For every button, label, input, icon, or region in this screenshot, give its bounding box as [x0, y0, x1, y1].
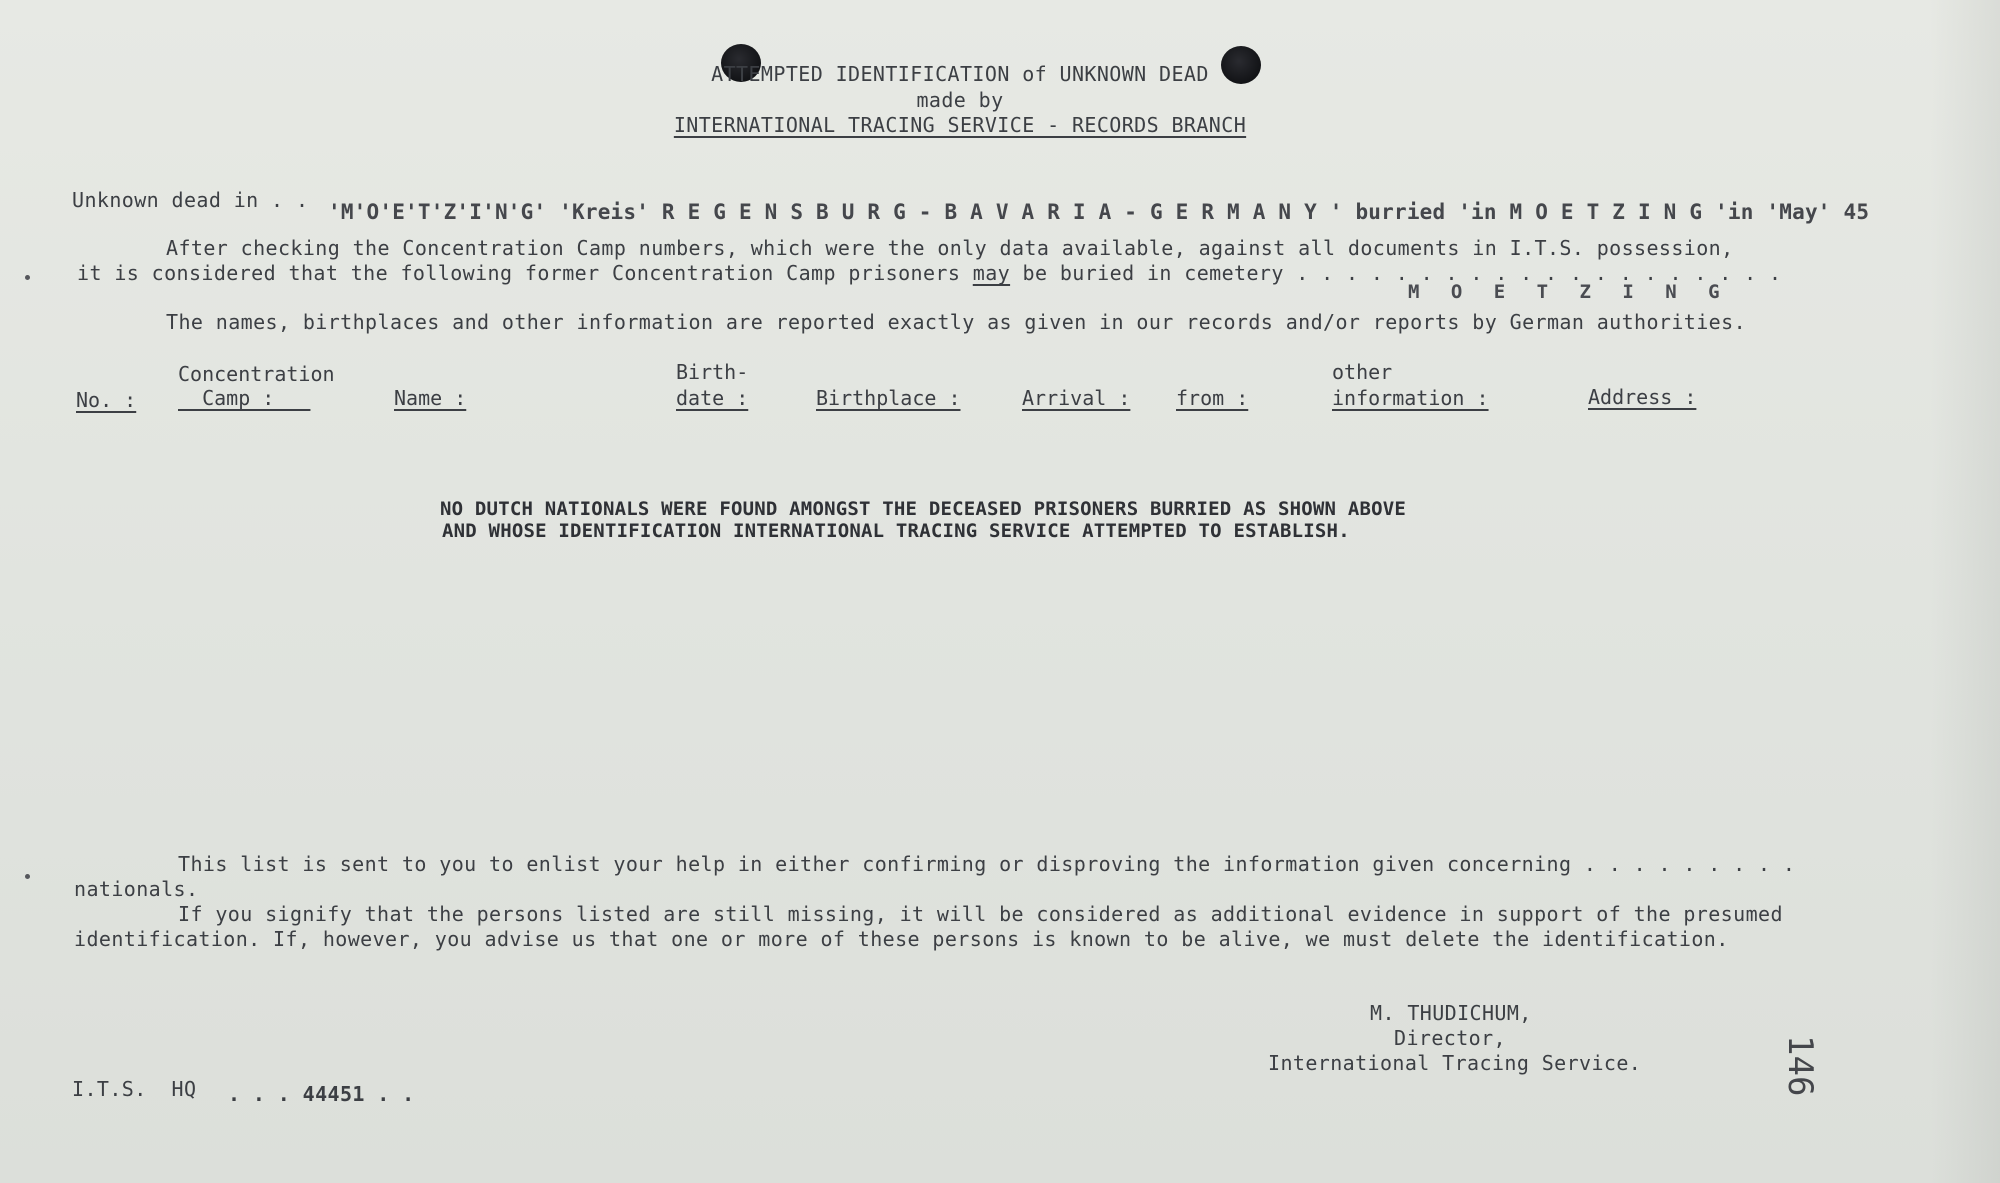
signatory-name: M. THUDICHUM, [1370, 1001, 1532, 1025]
evidence-paragraph-line-2: identification. If, however, you advise us that one or more of these persons is known to be alive, we must delete the identification. [74, 927, 1729, 951]
checking-line-2-start: it is considered that the following former Concentration Camp prisoners [77, 261, 973, 285]
margin-mark [25, 275, 30, 280]
column-header-arrival: Arrival : [1022, 386, 1131, 410]
signatory-title: Director, [1394, 1026, 1506, 1050]
column-header-other-top: other [1332, 360, 1393, 384]
unknown-dead-label: Unknown dead in . . [72, 188, 309, 212]
notice-line-1: NO DUTCH NATIONALS WERE FOUND AMONGST THE DECEASED PRISONERS BURRIED AS SHOWN ABOVE [440, 498, 1407, 520]
cemetery-name: M O E T Z I N G [1408, 281, 1730, 303]
column-header-camp: Camp : [178, 386, 311, 410]
reference-number: . . . 44451 . . [228, 1082, 415, 1106]
page-number: 146 [1780, 1035, 1820, 1097]
column-header-no: No. : [76, 388, 137, 412]
column-header-birthdate: date : [676, 386, 749, 410]
column-header-birthdate-top: Birth- [676, 360, 749, 384]
help-paragraph-line-2: nationals. [74, 877, 199, 901]
paper-edge [1930, 0, 2000, 1183]
column-header-from: from : [1176, 386, 1249, 410]
names-disclaimer: The names, birthplaces and other information are reported exactly as given in our records and/or reports by German authorities. [166, 310, 1747, 334]
column-header-birthplace: Birthplace : [816, 386, 961, 410]
burial-location: 'M'O'E'T'Z'I'N'G' 'Kreis' R E G E N S B U R G - B A V A R I A - G E R M A N Y ' burried 'in M O E T Z I N G 'in 'May' 45 [328, 200, 1870, 224]
notice-line-2: AND WHOSE IDENTIFICATION INTERNATIONAL TRACING SERVICE ATTEMPTED TO ESTABLISH. [442, 520, 1350, 542]
organization-heading: INTERNATIONAL TRACING SERVICE - RECORDS BRANCH [673, 113, 1247, 137]
reference-label: I.T.S. HQ [72, 1077, 197, 1101]
checking-line-1: After checking the Concentration Camp numbers, which were the only data available, against all documents in I.T.S. possession, [166, 236, 1734, 260]
help-paragraph-line-1: This list is sent to you to enlist your help in either confirming or disproving the information given concerning . . . . . . . . . [178, 852, 1796, 876]
signatory-organization: International Tracing Service. [1268, 1051, 1642, 1075]
margin-mark [25, 874, 30, 879]
column-header-name: Name : [394, 386, 467, 410]
may-emphasis: may [972, 261, 1011, 285]
made-by-line: made by [916, 88, 1004, 112]
document-title: ATTEMPTED IDENTIFICATION of UNKNOWN DEAD [711, 62, 1209, 86]
column-header-other-information: information : [1332, 386, 1489, 410]
column-header-camp-top: Concentration [178, 362, 335, 386]
evidence-paragraph-line-1: If you signify that the persons listed are still missing, it will be considered as additional evidence in support of the presumed [178, 902, 1783, 926]
column-header-address: Address : [1588, 385, 1697, 409]
checking-line-2-end: be buried in cemetery . . . . . . . . . . . . . . . . . . . . [1010, 261, 1782, 285]
